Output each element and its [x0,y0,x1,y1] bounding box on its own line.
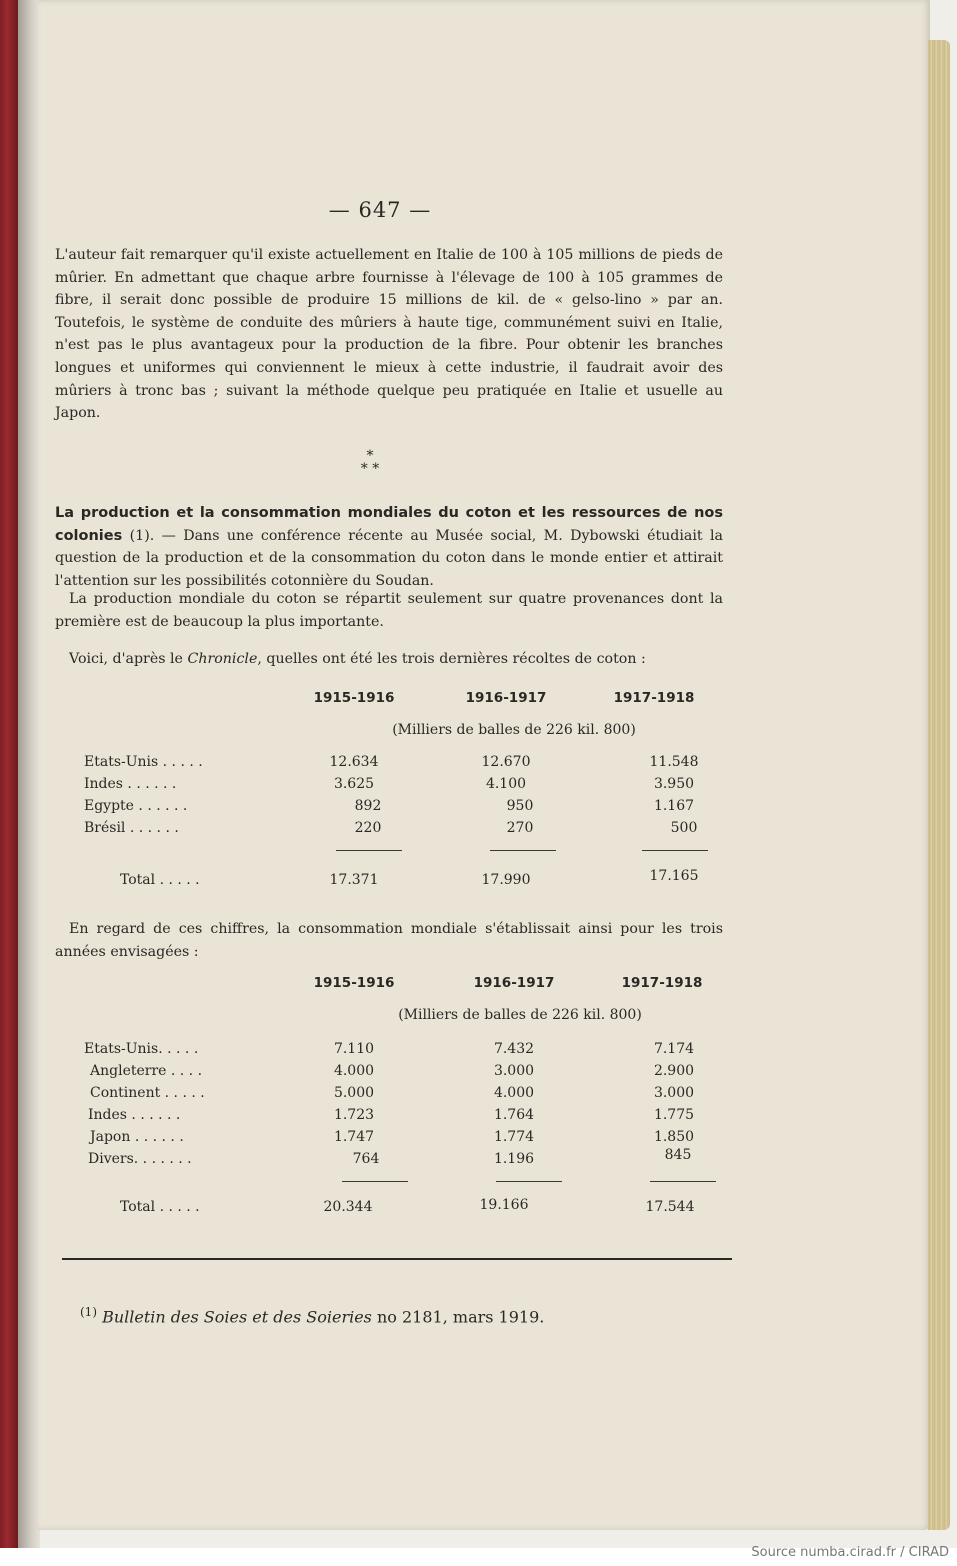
consumption-row-label: Japon . . . . . . [90,1129,184,1145]
production-total-cell: 17.165 [649,868,699,884]
production-total-rule [336,850,402,851]
paragraph-cotton-intro-text: Dans une conférence récente au Musée social, M. Dybowski étudiait la question de la production et de la consommation du coton dans le monde entier et attirait l'attention sur les possibilités cotonnière du Soudan. [55,527,723,589]
production-total-cell: 17.371 [329,872,379,888]
footnote [80,1305,544,1326]
production-cell: 220 [354,820,382,836]
production-cell: 892 [354,798,382,814]
consumption-cell: 1.196 [493,1151,535,1167]
consumption-unit: (Milliers de balles de 226 kil. 800) [398,1007,642,1023]
consumption-cell: 764 [352,1151,380,1167]
page-stack-edge [928,40,950,1530]
source-credit: Source numba.cirad.fr / CIRAD [751,1545,949,1560]
production-row-label: Brésil . . . . . . [84,820,179,836]
production-cell: 3.950 [653,776,695,792]
consumption-header-1915: 1915-1916 [313,975,395,991]
consumption-row-label: Indes . . . . . . [88,1107,181,1123]
section-footnote-ref: (1). — [122,527,184,544]
consumption-total-label: Total . . . . . [120,1199,200,1215]
production-total-label: Total . . . . . [120,872,200,888]
production-cell: 950 [506,798,534,814]
production-cell: 12.634 [329,754,379,770]
chronicle-title: Chronicle [187,651,258,667]
consumption-cell: 3.000 [493,1063,535,1079]
consumption-cell: 3.000 [653,1085,695,1101]
production-cell: 12.670 [481,754,531,770]
production-total-cell: 17.990 [481,872,531,888]
consumption-table [84,975,724,1225]
paragraph-chronicle [55,648,723,671]
production-cell: 1.167 [653,798,695,814]
production-total-rule [490,850,556,851]
footnote-mark: (1) [80,1305,97,1319]
production-row-label: Etats-Unis . . . . . [84,754,203,770]
page-number: — 647 — [328,198,432,222]
consumption-cell: 1.764 [493,1107,535,1123]
consumption-row-label: Angleterre . . . . [90,1063,203,1079]
production-header-1917: 1917-1918 [613,690,695,706]
footnote-rule [62,1258,732,1260]
consumption-cell: 1.774 [493,1129,535,1145]
page-gutter [18,0,40,1548]
consumption-cell: 7.432 [493,1041,535,1057]
consumption-cell: 845 [664,1147,692,1163]
production-row-label: Egypte . . . . . . [84,798,188,814]
consumption-total-rule [342,1181,408,1182]
book-cover-edge [0,0,18,1548]
consumption-cell: 2.900 [653,1063,695,1079]
separator-star-top: * [366,448,374,464]
paragraph-cotton-intro [55,502,723,592]
consumption-cell: 5.000 [333,1085,375,1101]
production-cell: 500 [670,820,698,836]
consumption-header-1916: 1916-1917 [473,975,555,991]
production-unit: (Milliers de balles de 226 kil. 800) [392,722,636,738]
production-header-1915: 1915-1916 [313,690,395,706]
consumption-row-label: Divers. . . . . . . [88,1151,192,1167]
separator-stars-bottom: * * [360,461,380,477]
production-row-label: Indes . . . . . . [84,776,177,792]
footnote-journal: Bulletin des Soies et des Soieries [97,1307,372,1327]
paragraph-chronicle-pre: Voici, d'après le [69,651,188,667]
consumption-row-label: Etats-Unis. . . . . [84,1041,199,1057]
footnote-details: no 2181, mars 1919. [371,1307,545,1327]
production-table [84,690,724,900]
paragraph-production: La production mondiale du coton se répartit seulement sur quatre provenances dont la première est de beaucoup la plus importante. [55,591,723,630]
consumption-total-cell: 19.166 [479,1197,529,1213]
consumption-cell: 4.000 [493,1085,535,1101]
paragraph-consumption: En regard de ces chiffres, la consommation mondiale s'établissait ainsi pour les trois années envisagées : [55,921,723,960]
production-total-rule [642,850,708,851]
consumption-cell: 4.000 [333,1063,375,1079]
consumption-header-1917: 1917-1918 [621,975,703,991]
production-cell: 11.548 [649,754,699,770]
consumption-total-cell: 17.544 [645,1199,695,1215]
consumption-total-cell: 20.344 [323,1199,373,1215]
consumption-total-rule [650,1181,716,1182]
section-title: La production et la consommation mondiales du coton et les ressources de nos colonies [55,505,723,544]
consumption-cell: 1.775 [653,1107,695,1123]
consumption-cell: 7.174 [653,1041,695,1057]
consumption-cell: 1.850 [653,1129,695,1145]
consumption-total-rule [496,1181,562,1182]
section-separator [330,450,410,476]
consumption-cell: 1.723 [333,1107,375,1123]
paragraph-mulberry: L'auteur fait remarquer qu'il existe actuellement en Italie de 100 à 105 millions de pieds de mûrier. En admettant que chaque arbre fournisse à l'élevage de 100 à 105 grammes de fibre, il serait donc possible de produire 15 millions de kil. de « gelso-lino » par an. Toutefois, le système de conduite des mûriers à haute tige, communément suivi en Italie, n'est pas le plus avantageux pour la production de la fibre. Pour obtenir les branches longues et uniformes qui conviennent le mieux à cette industrie, il faudrait avoir des mûriers à tronc bas ; suivant la méthode quelque peu pratiquée en Italie et usuelle au Japon. [55,247,723,422]
consumption-row-label: Continent . . . . . [90,1085,205,1101]
consumption-cell: 7.110 [333,1041,375,1057]
consumption-cell: 1.747 [333,1129,375,1145]
production-header-1916: 1916-1917 [465,690,547,706]
production-cell: 4.100 [485,776,527,792]
production-cell: 3.625 [333,776,375,792]
production-cell: 270 [506,820,534,836]
paragraph-chronicle-post: , quelles ont été les trois dernières récoltes de coton : [257,651,646,667]
